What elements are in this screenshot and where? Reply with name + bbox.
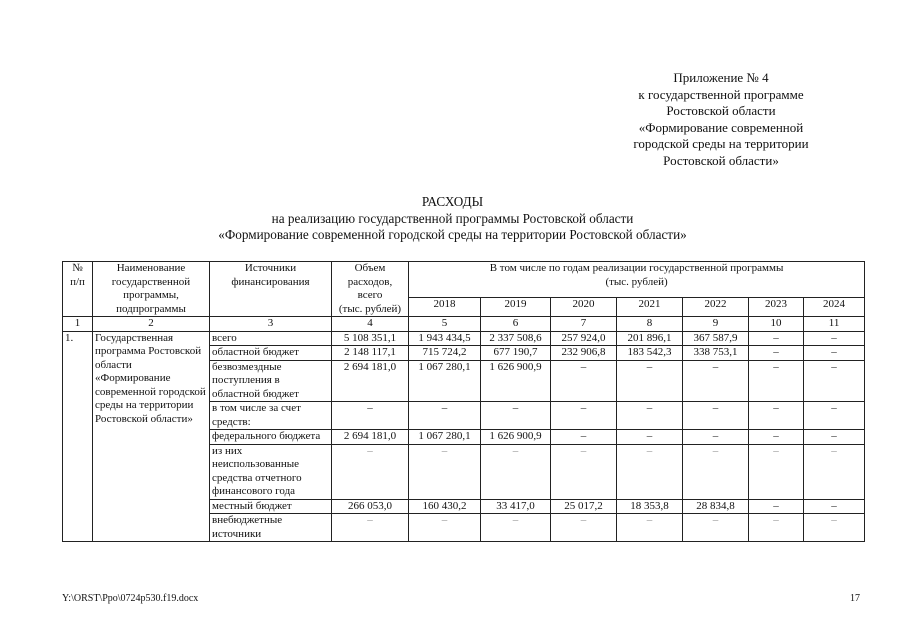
total-value: – <box>332 402 409 430</box>
year-value: – <box>804 331 865 346</box>
header-row <box>63 262 865 298</box>
header-year: 2021 <box>617 298 683 317</box>
year-value: 232 906,8 <box>551 346 617 361</box>
header-name: Наименование государственной программы, подпрограммы <box>93 262 210 317</box>
year-value: 183 542,3 <box>617 346 683 361</box>
header-year: 2024 <box>804 298 865 317</box>
total-value: 2 148 117,1 <box>332 346 409 361</box>
column-number: 6 <box>481 317 551 332</box>
year-value: – <box>617 402 683 430</box>
appendix-line: к государственной программе <box>638 86 804 102</box>
funding-source: областной бюджет <box>210 346 332 361</box>
appendix-line: «Формирование современной <box>638 119 804 135</box>
year-value: – <box>749 514 804 542</box>
funding-source: безвозмездные поступления в областной бюджет <box>210 360 332 402</box>
appendix-line: Ростовской области» <box>663 152 779 168</box>
column-number: 7 <box>551 317 617 332</box>
header-years-caption: В том числе по годам реализации государственной программы (тыс. рублей) <box>409 262 865 298</box>
year-value: – <box>804 360 865 402</box>
table-body <box>63 262 865 542</box>
year-value: 160 430,2 <box>409 499 481 514</box>
year-value: – <box>481 402 551 430</box>
column-numbers-row <box>63 317 865 332</box>
year-value: 1 626 900,9 <box>481 360 551 402</box>
column-number: 11 <box>804 317 865 332</box>
year-value: 715 724,2 <box>409 346 481 361</box>
row-number: 1. <box>63 331 93 542</box>
expenses-table <box>62 261 865 542</box>
year-value: – <box>804 346 865 361</box>
year-value: 28 834,8 <box>683 499 749 514</box>
appendix-line: Ростовской области <box>666 103 776 118</box>
title-line-2: на реализацию государственной программы Ростовской области <box>271 210 634 226</box>
year-value: – <box>551 402 617 430</box>
funding-source: федерального бюджета <box>210 430 332 445</box>
appendix-line: Приложение № 4 <box>673 70 769 85</box>
year-value: – <box>409 444 481 499</box>
year-value: – <box>409 402 481 430</box>
year-value: – <box>804 444 865 499</box>
header-volume: Объем расходов, всего (тыс. рублей) <box>332 262 409 317</box>
year-value: – <box>551 444 617 499</box>
year-value: 367 587,9 <box>683 331 749 346</box>
header-year: 2023 <box>749 298 804 317</box>
column-number: 10 <box>749 317 804 332</box>
year-value: – <box>749 499 804 514</box>
year-value: – <box>749 331 804 346</box>
program-name: Государственная программа Ростовской области «Формирование современной городской среды на территории Ростовской области» <box>93 331 210 542</box>
year-value: – <box>617 514 683 542</box>
year-value: 2 337 508,6 <box>481 331 551 346</box>
total-value: – <box>332 514 409 542</box>
year-value: – <box>749 346 804 361</box>
year-value: – <box>409 514 481 542</box>
year-value: 1 943 434,5 <box>409 331 481 346</box>
year-value: 201 896,1 <box>617 331 683 346</box>
column-number: 5 <box>409 317 481 332</box>
year-value: – <box>749 430 804 445</box>
year-value: – <box>551 360 617 402</box>
funding-source: из них неиспользованные средства отчетного финансового года <box>210 444 332 499</box>
year-value: – <box>749 402 804 430</box>
header-year: 2020 <box>551 298 617 317</box>
year-value: 677 190,7 <box>481 346 551 361</box>
column-number: 2 <box>93 317 210 332</box>
table-row <box>63 331 865 346</box>
funding-source: местный бюджет <box>210 499 332 514</box>
header-year: 2018 <box>409 298 481 317</box>
year-value: 25 017,2 <box>551 499 617 514</box>
year-value: – <box>617 360 683 402</box>
year-value: – <box>481 514 551 542</box>
year-value: – <box>617 444 683 499</box>
year-value: 1 626 900,9 <box>481 430 551 445</box>
year-value: 257 924,0 <box>551 331 617 346</box>
year-value: – <box>683 430 749 445</box>
year-value: 338 753,1 <box>683 346 749 361</box>
funding-source: внебюджетные источники <box>210 514 332 542</box>
total-value: 5 108 351,1 <box>332 331 409 346</box>
column-number: 1 <box>63 317 93 332</box>
column-number: 9 <box>683 317 749 332</box>
total-value: 266 053,0 <box>332 499 409 514</box>
year-value: – <box>481 444 551 499</box>
file-path: Y:\ORST\Ppo\0724p530.f19.docx <box>62 593 199 604</box>
year-value: – <box>749 360 804 402</box>
year-value: – <box>804 514 865 542</box>
total-value: 2 694 181,0 <box>332 430 409 445</box>
funding-source: в том числе за счет средств: <box>210 402 332 430</box>
header-num: № п/п <box>63 262 93 317</box>
year-value: – <box>804 430 865 445</box>
year-value: 1 067 280,1 <box>409 430 481 445</box>
appendix-block <box>591 70 851 169</box>
header-year: 2022 <box>683 298 749 317</box>
year-value: 18 353,8 <box>617 499 683 514</box>
funding-source: всего <box>210 331 332 346</box>
page-number: 17 <box>850 593 860 604</box>
column-number: 3 <box>210 317 332 332</box>
total-value: – <box>332 444 409 499</box>
column-number: 8 <box>617 317 683 332</box>
year-value: – <box>749 444 804 499</box>
year-value: – <box>683 360 749 402</box>
title-line-1: РАСХОДЫ <box>421 194 484 209</box>
header-year: 2019 <box>481 298 551 317</box>
year-value: – <box>683 444 749 499</box>
column-number: 4 <box>332 317 409 332</box>
title-line-3: «Формирование современной городской среды на территории Ростовской области» <box>218 227 687 242</box>
year-value: – <box>617 430 683 445</box>
year-value: – <box>551 430 617 445</box>
header-source: Источники финансирования <box>210 262 332 317</box>
year-value: – <box>683 402 749 430</box>
document-title <box>0 194 905 244</box>
year-value: – <box>683 514 749 542</box>
year-value: – <box>804 402 865 430</box>
year-value: 1 067 280,1 <box>409 360 481 402</box>
total-value: 2 694 181,0 <box>332 360 409 402</box>
year-value: – <box>804 499 865 514</box>
year-value: – <box>551 514 617 542</box>
appendix-line: городской среды на территории <box>633 136 809 151</box>
year-value: 33 417,0 <box>481 499 551 514</box>
